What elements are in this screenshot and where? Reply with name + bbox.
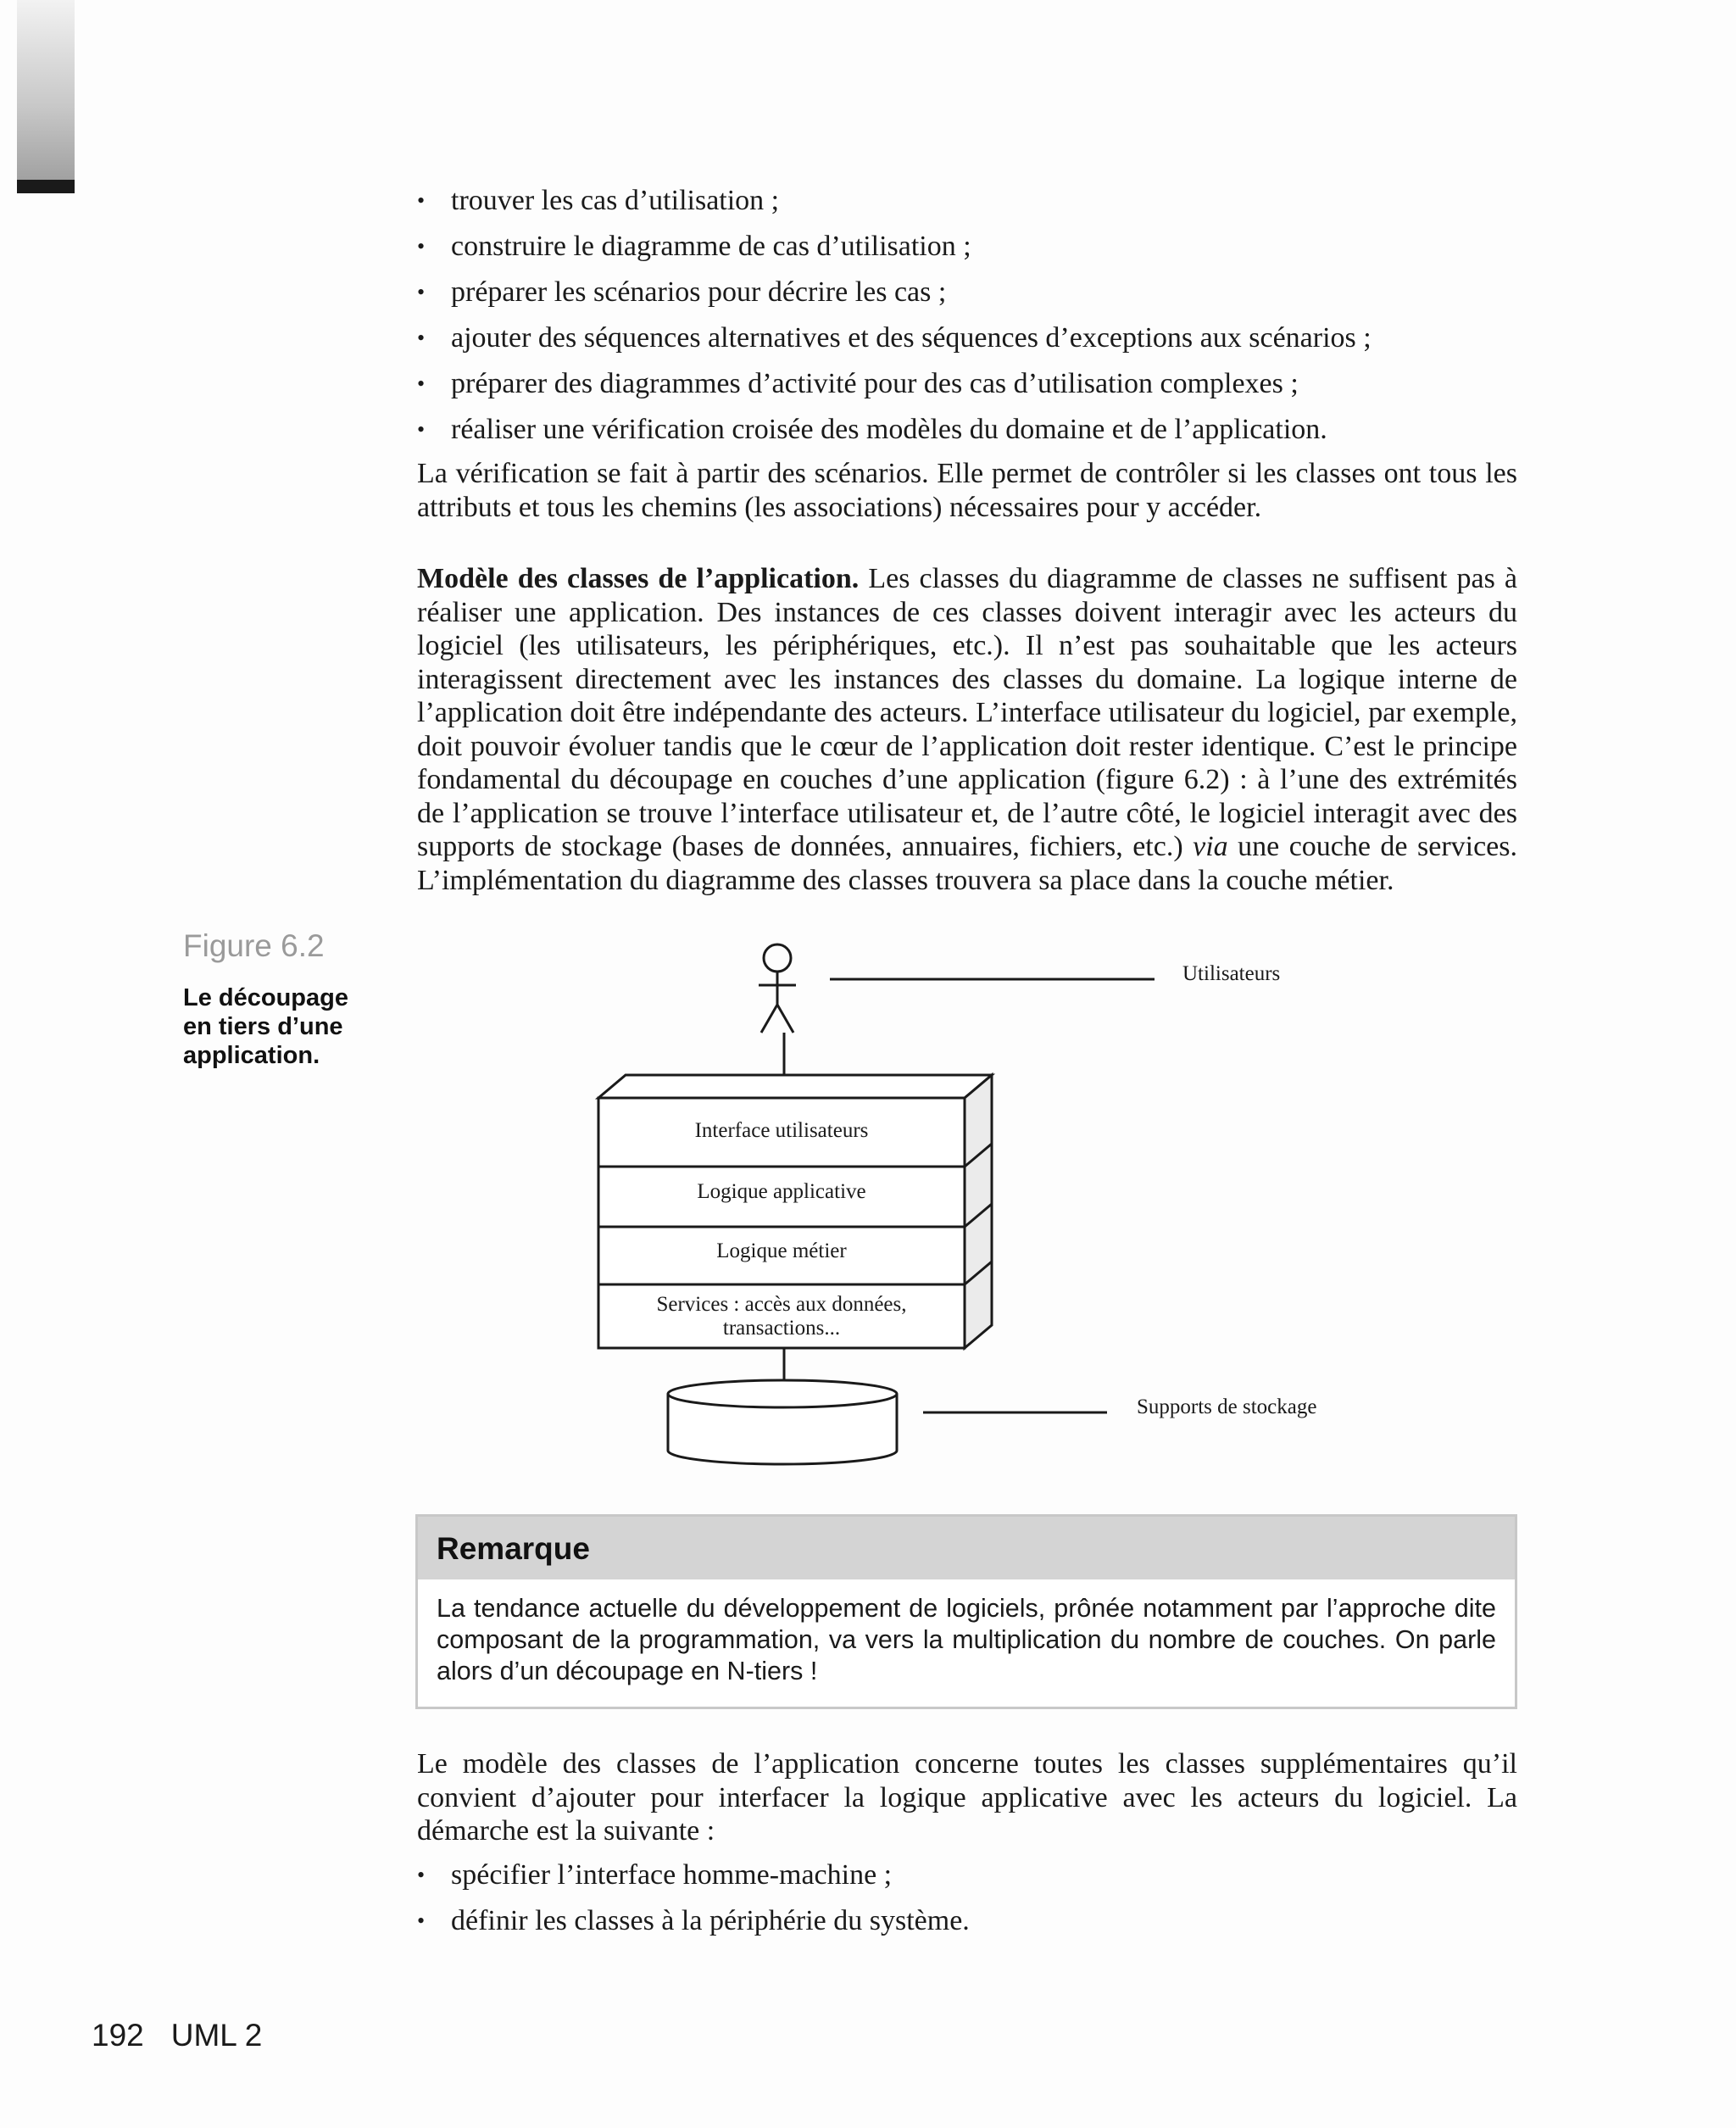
bottom-bullet-list xyxy=(417,1852,1517,1944)
figure-caption: Le découpage en tiers d’une application. xyxy=(183,984,348,1069)
list-item: • construire le diagramme de cas d’utilisation ; xyxy=(417,224,1517,270)
layer-interface-label: Interface utilisateurs xyxy=(694,1119,869,1142)
figure-label: Figure 6.2 xyxy=(183,928,325,963)
database-cylinder-icon xyxy=(668,1380,897,1464)
list-item: • préparer des diagrammes d’activité pour des cas d’utilisation complexes ; xyxy=(417,361,1517,407)
model-paragraph-text: Les classes du diagramme de classes ne suffisent pas à réaliser une application. Des instances de ces classes doivent interagir avec les acteurs du logiciel (les utilisateurs, les périphériques, etc.). Il n’est pas souhaitable que les acteurs interagissent directement avec les instances des classes du domaine. La logique interne de l’application doit être indépendante des acteurs. L’interface utilisateur du logiciel, par exemple, doit pouvoir évoluer tandis que le cœur de l’application doit rester identique. C’est le principe fondamental du découpage en couches d’une application (figure 6.2) : à l’une des extrémités de l’application se trouve l’interface utilisateur et, de l’autre côté, le logiciel interagit avec des supports de stockage (bases de données, annuaires, fichiers, etc.) xyxy=(417,563,1518,862)
model-paragraph-heading: Modèle des classes de l’application. xyxy=(417,563,860,594)
remarque-body: La tendance actuelle du développement de logiciels, prônée notamment par l’approche dite composant de la programmation, va vers la multiplication du nombre de couches. On parle alors d’un découpage en N-tiers ! xyxy=(437,1594,1496,1685)
model-paragraph-text-end: une couche de services. L’implémentation du diagramme des classes trouvera sa place dans la couche métier. xyxy=(417,831,1517,896)
user-actor-icon xyxy=(759,944,796,1092)
remarque-box xyxy=(415,1514,1517,1709)
model-paragraph-via: via xyxy=(1193,831,1228,862)
list-item: • réaliser une vérification croisée des modèles du domaine et de l’application. xyxy=(417,407,1517,453)
list-item: • préparer les scénarios pour décrire les cas ; xyxy=(417,270,1517,315)
layer-application-label: Logique applicative xyxy=(697,1180,866,1203)
page-footer xyxy=(92,2018,289,2053)
closing-paragraph: Le modèle des classes de l’application concerne toutes les classes supplémentaires qu’il convient d’ajouter pour interfacer la logique applicative avec les acteurs du logiciel. La démarche est la suivante : xyxy=(417,1748,1517,1847)
list-item: • trouver les cas d’utilisation ; xyxy=(417,178,1517,224)
remarque-title: Remarque xyxy=(418,1517,1515,1579)
layer-services-label-line1: Services : accès aux données, xyxy=(656,1293,907,1316)
list-item: • spécifier l’interface homme-machine ; xyxy=(417,1852,1517,1898)
book-title: UML 2 xyxy=(170,2018,263,2053)
layer-business-label: Logique métier xyxy=(716,1239,847,1262)
list-item: • ajouter des séquences alternatives et des séquences d’exceptions aux scénarios ; xyxy=(417,315,1517,361)
list-item: • définir les classes à la périphérie du système. xyxy=(417,1898,1517,1944)
bottom-bullet-list-container xyxy=(417,1852,1517,1944)
verification-paragraph: La vérification se fait à partir des scénarios. Elle permet de contrôler si les classes ont tous les attributs et tous les chemins (les associations) nécessaires pour y accéder. xyxy=(417,458,1517,523)
layer-services-label-line2: transactions... xyxy=(722,1317,841,1340)
users-label: Utilisateurs xyxy=(1182,962,1281,985)
storage-label: Supports de stockage xyxy=(1137,1395,1317,1418)
page-number: 192 xyxy=(92,2018,144,2053)
